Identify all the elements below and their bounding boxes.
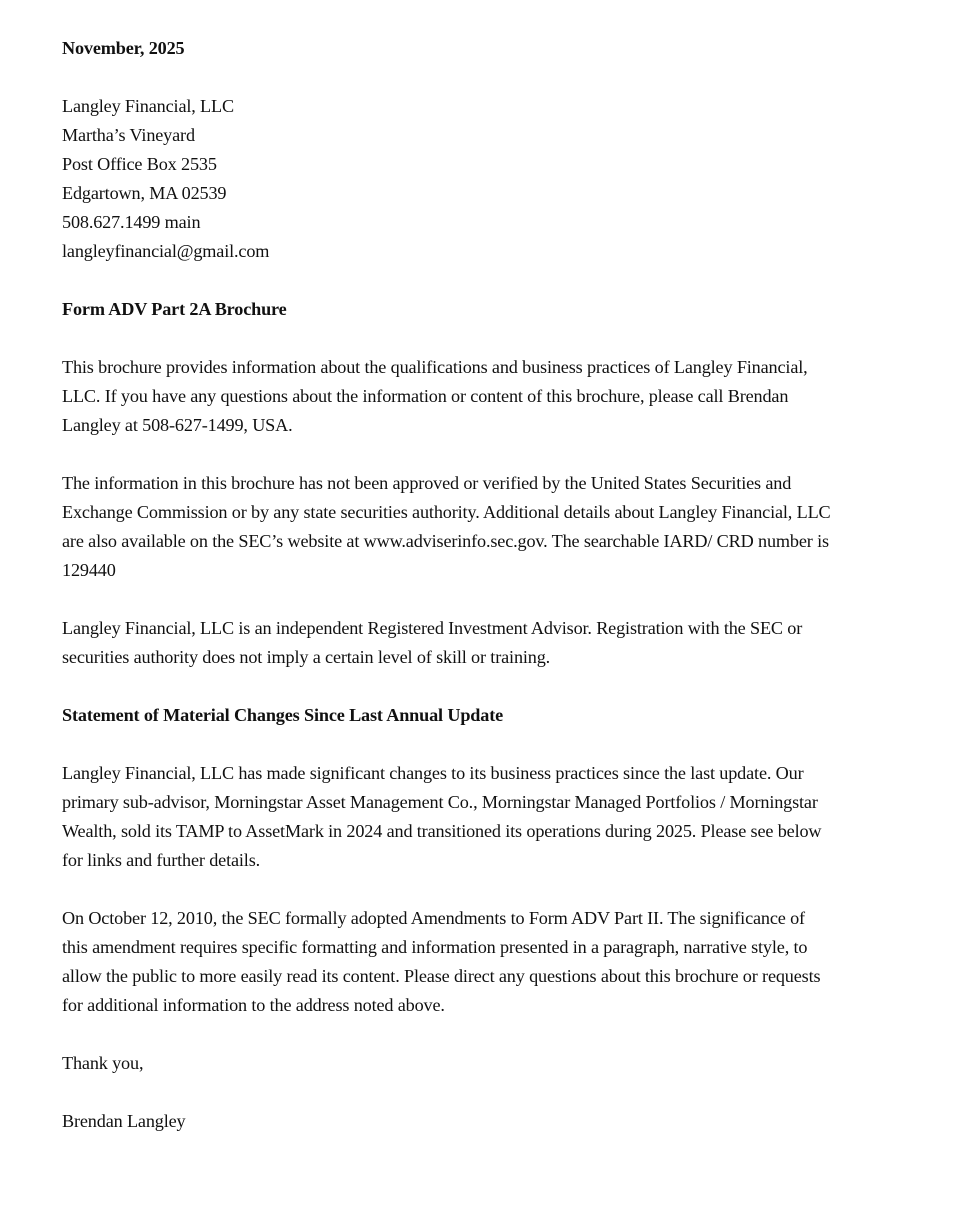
paragraph-line: allow the public to more easily read its content. Please direct any questions about this brochure or requests: [62, 966, 821, 986]
spacer: [62, 730, 882, 759]
paragraph-line: On October 12, 2010, the SEC formally adopted Amendments to Form ADV Part II. The significance of: [62, 908, 805, 928]
paragraph-line: LLC. If you have any questions about the information or content of this brochure, please call Brendan: [62, 386, 789, 406]
changes-paragraph: [62, 759, 882, 875]
paragraph-line: for additional information to the address noted above.: [62, 995, 445, 1015]
spacer: [62, 266, 882, 295]
paragraph-line: The information in this brochure has not been approved or verified by the United States Securities and: [62, 473, 792, 493]
registration-paragraph: [62, 614, 882, 672]
document-title: Form ADV Part 2A Brochure: [62, 299, 287, 319]
spacer: [62, 63, 882, 92]
paragraph-line: are also available on the SEC’s website at www.adviserinfo.sec.gov. The searchable IARD/ CRD number is: [62, 531, 829, 551]
spacer: [62, 1078, 882, 1107]
spacer: [62, 585, 882, 614]
address-location: Martha’s Vineyard: [62, 125, 195, 145]
address-phone: 508.627.1499 main: [62, 212, 201, 232]
spacer: [62, 440, 882, 469]
paragraph-line: Exchange Commission or by any state securities authority. Additional details about Langley Financial, LLC: [62, 502, 831, 522]
closing-text: Thank you,: [62, 1053, 144, 1073]
paragraph-line: Langley Financial, LLC has made significant changes to its business practices since the last update. Our: [62, 763, 804, 783]
paragraph-line: 129440: [62, 560, 116, 580]
paragraph-line: securities authority does not imply a certain level of skill or training.: [62, 647, 551, 667]
signature-name: Brendan Langley: [62, 1111, 186, 1131]
paragraph-line: Langley Financial, LLC is an independent Registered Investment Advisor. Registration with the SEC or: [62, 618, 803, 638]
spacer: [62, 672, 882, 701]
spacer: [62, 1020, 882, 1049]
intro-paragraph: [62, 353, 882, 440]
paragraph-line: primary sub-advisor, Morningstar Asset Management Co., Morningstar Managed Portfolios / Morningstar: [62, 792, 818, 812]
address-po-box: Post Office Box 2535: [62, 154, 217, 174]
paragraph-line: this amendment requires specific formatting and information presented in a paragraph, narrative style, to: [62, 937, 808, 957]
address-email: langleyfinancial@gmail.com: [62, 241, 270, 261]
paragraph-line: Wealth, sold its TAMP to AssetMark in 2024 and transitioned its operations during 2025. Please see below: [62, 821, 822, 841]
section-heading: Statement of Material Changes Since Last Annual Update: [62, 705, 504, 725]
paragraph-line: for links and further details.: [62, 850, 261, 870]
spacer: [62, 324, 882, 353]
disclaimer-paragraph: [62, 469, 882, 585]
document-date: November, 2025: [62, 38, 185, 58]
spacer: [62, 875, 882, 904]
address-block: [62, 92, 882, 266]
paragraph-line: This brochure provides information about the qualifications and business practices of Langley Financial,: [62, 357, 808, 377]
paragraph-line: Langley at 508-627-1499, USA.: [62, 415, 293, 435]
amendments-paragraph: [62, 904, 882, 1020]
address-city-state-zip: Edgartown, MA 02539: [62, 183, 227, 203]
address-company: Langley Financial, LLC: [62, 96, 234, 116]
